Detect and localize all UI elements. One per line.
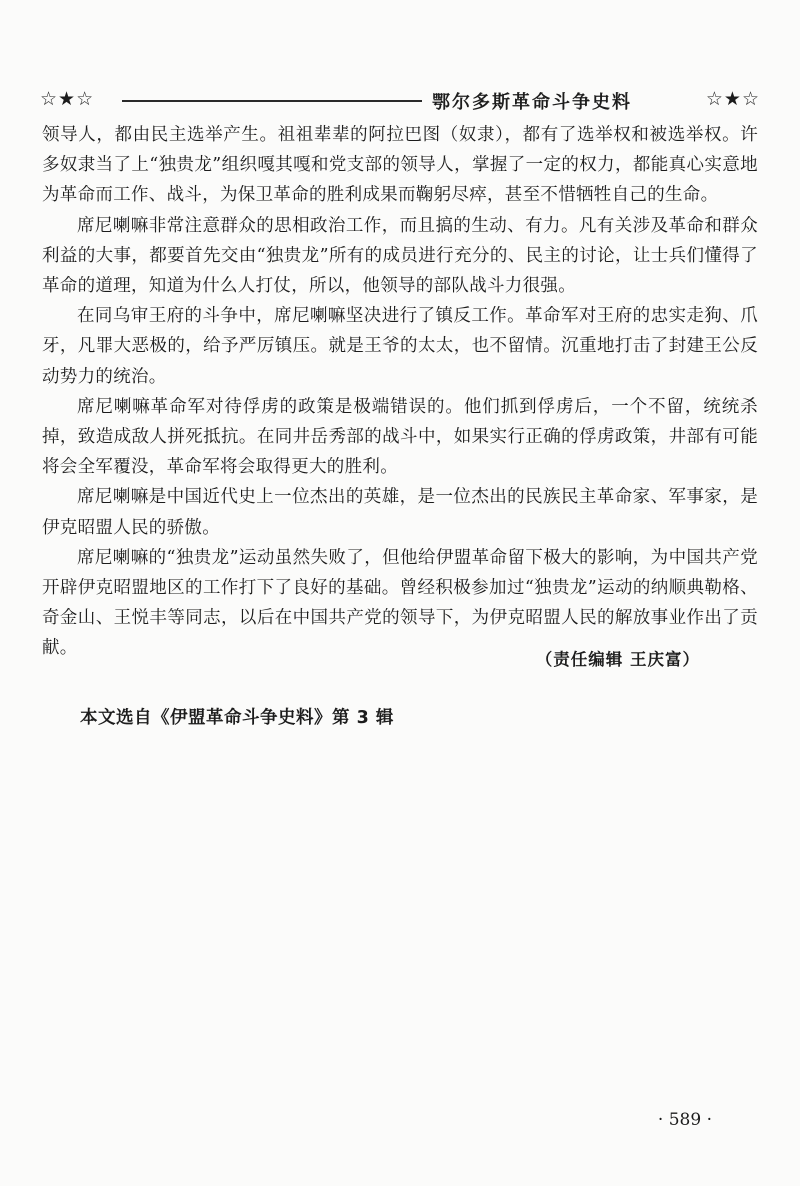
paragraph-1: 领导人，都由民主选举产生。祖祖辈辈的阿拉巴图（奴隶），都有了选举权和被选举权。许多奴隶当了上“独贵龙”组织嘎其嘎和党支部的领导人，掌握了一定的权力，都能真心实意地为革命而工作、战斗，为保卫革命的胜利成果而鞠躬尽瘁，甚至不惜牺牲自己的生命。 — [42, 125, 758, 206]
body-text — [42, 120, 758, 664]
header-stars-left: ☆★☆ — [40, 88, 95, 110]
paragraph-4: 席尼喇嘛革命军对待俘虏的政策是极端错误的。他们抓到俘虏后，一个不留，统统杀掉，致造成敌人拼死抵抗。在同井岳秀部的战斗中，如果实行正确的俘虏政策，井部有可能将会全军覆没，革命军将会取得更大的胜利。 — [42, 396, 758, 478]
header-title: 鄂尔多斯革命斗争史料 — [432, 92, 632, 113]
header-stars-right: ☆★☆ — [705, 88, 760, 110]
paragraph-6: 席尼喇嘛的“独贵龙”运动虽然失败了，但他给伊盟革命留下极大的影响，为中国共产党开辟伊克昭盟地区的工作打下了良好的基础。曾经积极参加过“独贵龙”运动的纳顺典勒格、奇金山、王悦丰等同志，以后在中国共产党的领导下，为伊克昭盟人民的解放事业作出了贡献。 — [42, 547, 758, 659]
running-header — [40, 88, 760, 114]
editor-signature: （责任编辑 王庆富） — [535, 650, 700, 669]
paragraph-5: 席尼喇嘛是中国近代史上一位杰出的英雄，是一位杰出的民族民主革命家、军事家，是伊克昭盟人民的骄傲。 — [42, 487, 758, 538]
paragraph-3: 在同乌审王府的斗争中，席尼喇嘛坚决进行了镇反工作。革命军对王府的忠实走狗、爪牙，凡罪大恶极的，给予严厉镇压。就是王爷的太太，也不留情。沉重地打击了封建王公反动势力的统治。 — [42, 306, 758, 387]
paragraph-2: 席尼喇嘛非常注意群众的思相政治工作，而且搞的生动、有力。凡有关涉及革命和群众利益的大事，都要首先交由“独贵龙”所有的成员进行充分的、民主的讨论，让士兵们懂得了革命的道理，知道为什么人打仗，所以，他领导的部队战斗力很强。 — [42, 215, 758, 297]
source-note: 本文选自《伊盟革命斗争史料》第 3 辑 — [80, 708, 394, 728]
page-number: · 589 · — [657, 1110, 712, 1130]
header-rule — [122, 100, 422, 102]
